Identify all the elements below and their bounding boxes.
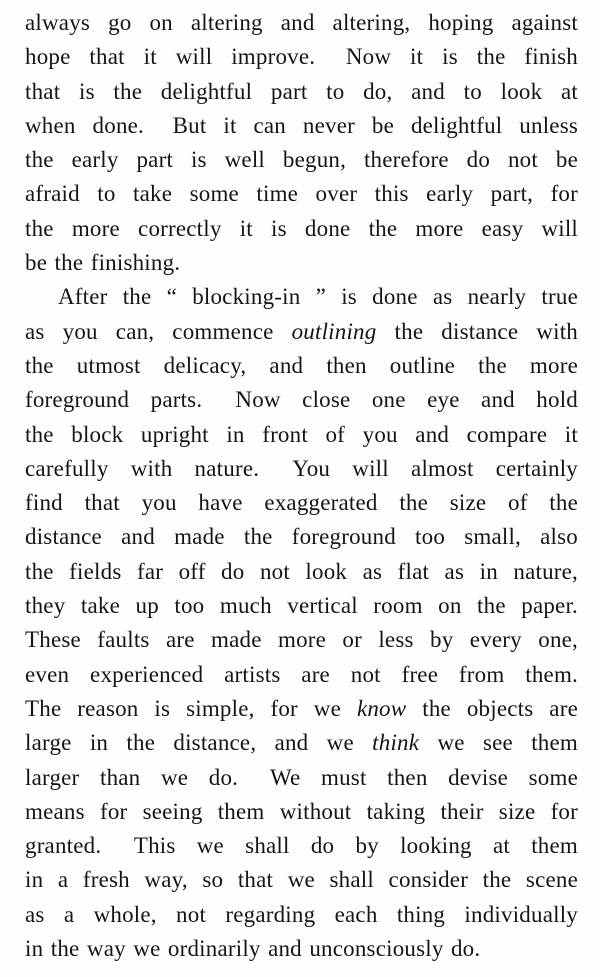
text-line	[25, 520, 578, 554]
text-line	[25, 418, 578, 452]
text-line	[25, 692, 578, 726]
text-line	[25, 761, 578, 795]
text-segment: that is the delightful part to do, and to look at	[25, 78, 578, 104]
text-line	[25, 40, 578, 74]
text-segment: even experienced artists are not free from them.	[25, 661, 578, 687]
text-line	[25, 177, 578, 211]
text-segment: carefully with nature. You will almost certainly	[25, 455, 578, 481]
paragraph	[25, 6, 578, 280]
page-text-block	[25, 6, 578, 966]
text-segment: the objects are	[406, 695, 578, 721]
text-segment: find that you have exaggerated the size of the	[25, 490, 578, 516]
text-line	[25, 726, 578, 760]
text-segment: hope that it will improve. Now it is the finish	[25, 44, 578, 70]
text-segment: the utmost delicacy, and then outline the more	[25, 352, 578, 378]
text-line	[25, 280, 578, 314]
text-line	[25, 383, 578, 417]
text-line	[25, 349, 578, 383]
text-segment: always go on altering and altering, hoping against	[25, 10, 578, 35]
text-segment: as you can, commence	[25, 318, 292, 344]
italic-text: know	[356, 695, 407, 721]
text-segment: larger than we do. We must then devise some	[25, 764, 578, 790]
text-line	[25, 109, 578, 143]
text-segment: as a whole, not regarding each thing individually	[25, 901, 578, 927]
text-line	[25, 555, 578, 589]
text-line	[25, 795, 578, 829]
text-segment: afraid to take some time over this early part, for	[25, 181, 578, 207]
text-segment: These faults are made more or less by every one,	[25, 627, 578, 653]
italic-text: think	[372, 730, 420, 756]
text-segment: means for seeing them without taking their size for	[25, 798, 578, 824]
text-segment: when done. But it can never be delightful unless	[25, 112, 578, 138]
text-segment: be the finishing.	[25, 250, 181, 276]
text-line	[25, 658, 578, 692]
text-segment: we see them	[419, 730, 578, 756]
text-segment: in the way we ordinarily and unconsciously do.	[25, 936, 481, 962]
italic-text: outlining	[291, 318, 377, 344]
text-line	[25, 589, 578, 623]
text-line	[25, 6, 578, 40]
text-line	[25, 486, 578, 520]
text-line	[25, 246, 578, 280]
text-segment: distance and made the foreground too small, also	[25, 524, 578, 550]
paragraph	[25, 280, 578, 966]
text-line	[25, 863, 578, 897]
text-segment: foreground parts. Now close one eye and hold	[25, 387, 578, 413]
text-segment: The reason is simple, for we	[25, 695, 357, 721]
text-line	[25, 75, 578, 109]
text-segment: granted. This we shall do by looking at them	[25, 833, 578, 859]
text-line	[25, 212, 578, 246]
text-line	[25, 143, 578, 177]
text-segment: the fields far off do not look as flat as in nature,	[25, 558, 578, 584]
text-segment: in a fresh way, so that we shall consider the scene	[25, 867, 578, 893]
text-segment: they take up too much vertical room on the paper.	[25, 593, 578, 619]
text-line	[25, 623, 578, 657]
text-line	[25, 898, 578, 932]
text-segment: After the “ blocking-in ” is done as nearly true	[58, 284, 578, 310]
text-segment: large in the distance, and we	[25, 730, 373, 756]
text-segment: the early part is well begun, therefore do not be	[25, 147, 578, 173]
text-line	[25, 932, 578, 966]
text-segment: the distance with	[376, 318, 578, 344]
text-segment: the more correctly it is done the more easy will	[25, 215, 578, 241]
text-line	[25, 315, 578, 349]
text-segment: the block upright in front of you and compare it	[25, 421, 578, 447]
text-line	[25, 452, 578, 486]
text-line	[25, 829, 578, 863]
